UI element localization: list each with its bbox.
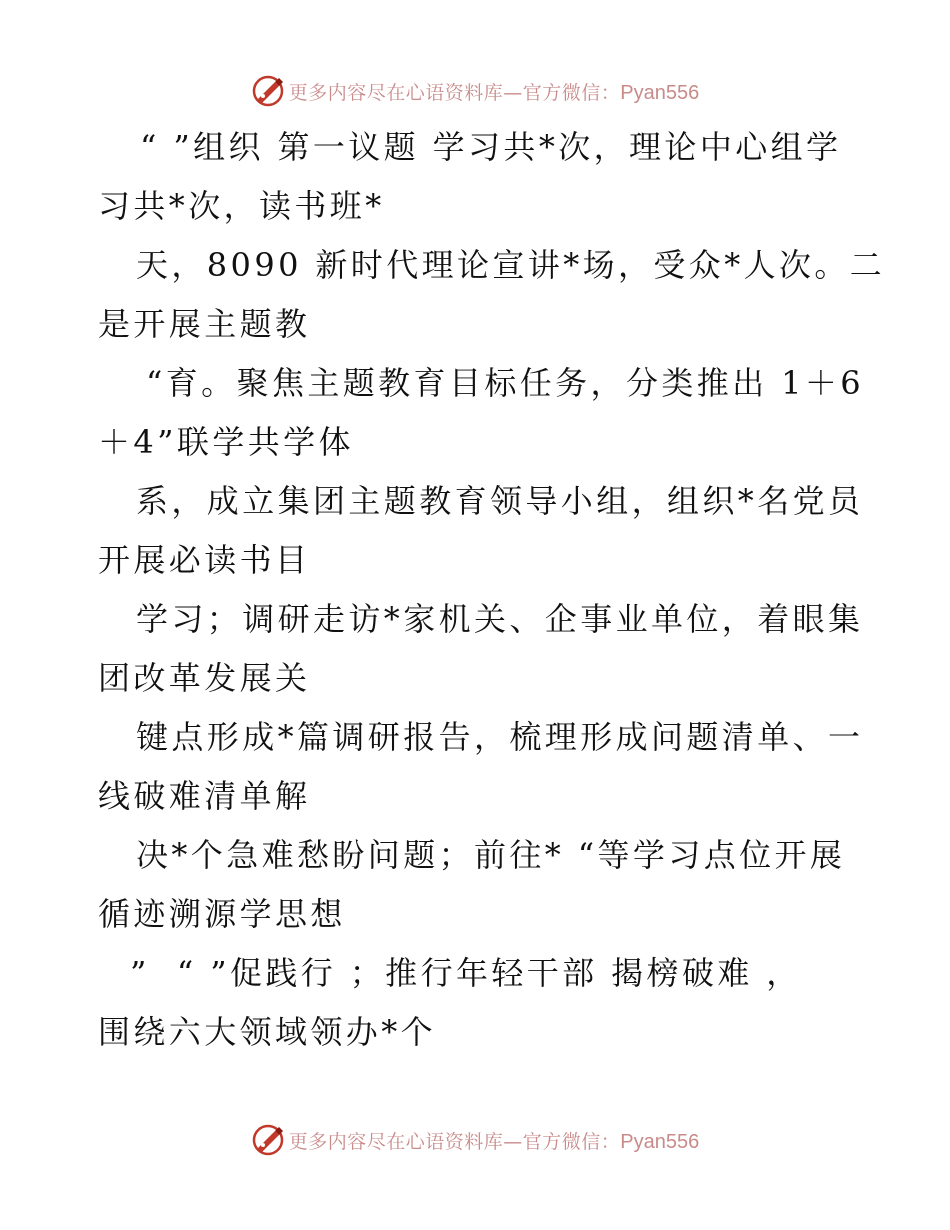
- banner-wechat-id: Pyan556: [620, 81, 700, 104]
- footer-banner: [0, 1120, 950, 1160]
- body-line: “育。聚焦主题教育目标任务，分类推出 1＋6: [146, 364, 865, 402]
- body-line: 决*个急难愁盼问题；前往* “等学习点位开展: [136, 836, 846, 874]
- banner-wechat-id: Pyan556: [620, 1130, 700, 1153]
- banner-text: 更多内容尽在心语资料库—官方微信：: [288, 81, 621, 104]
- body-line: 团改革发展关: [98, 659, 311, 697]
- banner-text: 更多内容尽在心语资料库—官方微信：: [288, 1130, 621, 1153]
- body-line: “ ”组织 第一议题 学习共*次，理论中心组学: [140, 128, 842, 166]
- body-line: 系，成立集团主题教育领导小组，组织*名党员: [136, 482, 864, 520]
- body-line: 围绕六大领域领办*个: [98, 1013, 437, 1051]
- body-line: ＋4”联学共学体: [98, 423, 354, 461]
- body-line: 线破难清单解: [98, 777, 311, 815]
- pen-nib-logo-icon: [251, 1123, 285, 1157]
- body-line: 循迹溯源学思想: [98, 895, 346, 933]
- body-line: 学习；调研走访*家机关、企事业单位，着眼集: [136, 600, 864, 638]
- body-line: 习共*次，读书班*: [98, 187, 385, 225]
- body-line: ” “ ”促践行 ；推行年轻干部 揭榜破难 ，: [130, 954, 802, 992]
- body-line: 开展必读书目: [98, 541, 311, 579]
- body-line: 键点形成*篇调研报告，梳理形成问题清单、一: [136, 718, 864, 756]
- body-line: 是开展主题教: [98, 305, 311, 343]
- body-line: 天，8090 新时代理论宣讲*场，受众*人次。二: [136, 246, 886, 284]
